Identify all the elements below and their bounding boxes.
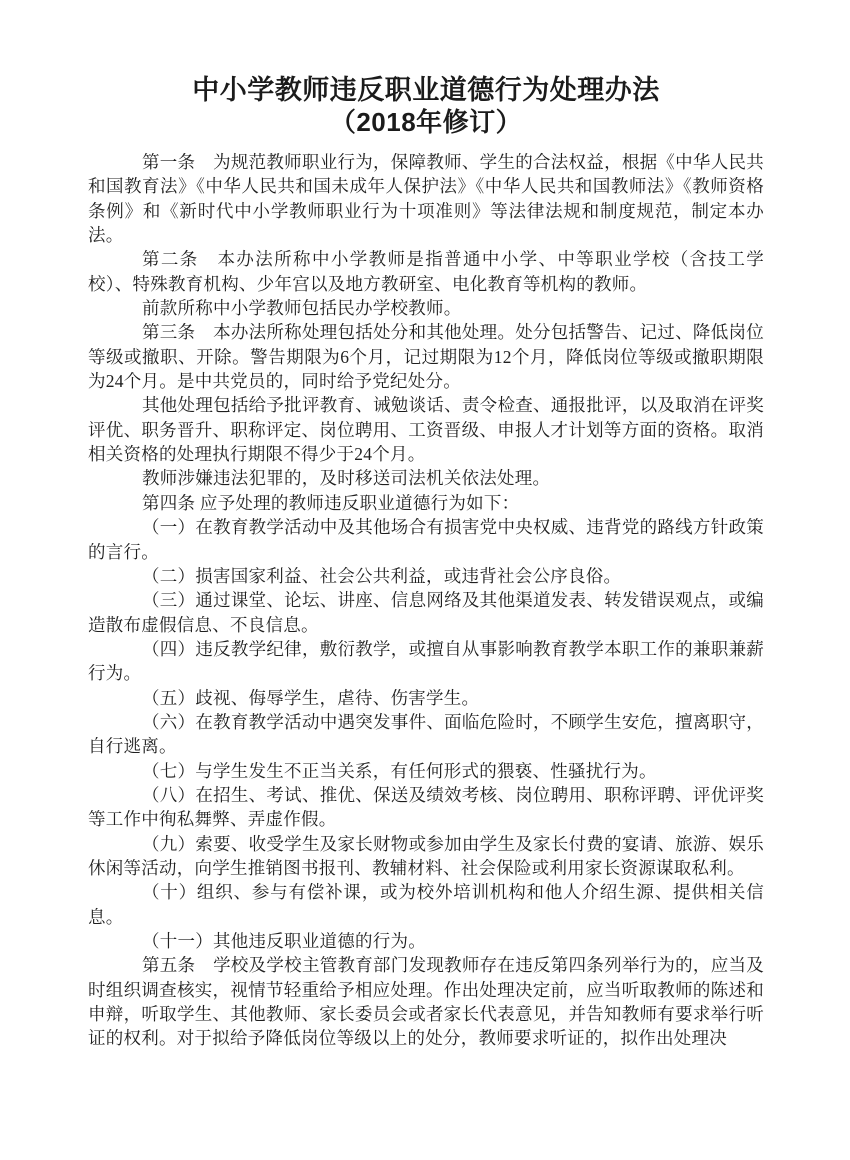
paragraph: （三）通过课堂、论坛、讲座、信息网络及其他渠道发表、转发错误观点，或编造散布虚假信息、不良信息。 — [88, 590, 764, 635]
paragraph: （一）在教育教学活动中及其他场合有损害党中央权威、违背党的路线方针政策的言行。 — [88, 517, 764, 562]
paragraph: 第二条 本办法所称中小学教师是指普通中小学、中等职业学校（含技工学校）、特殊教育机构、少年宫以及地方教研室、电化教育等机构的教师。 — [88, 249, 764, 294]
paragraph: （二）损害国家利益、社会公共利益，或违背社会公序良俗。 — [142, 565, 622, 586]
paragraph: （五）歧视、侮辱学生，虐待、伤害学生。 — [142, 687, 480, 708]
paragraph: （八）在招生、考试、推优、保送及绩效考核、岗位聘用、职称评聘、评优评奖等工作中徇私舞弊、弄虚作假。 — [88, 784, 764, 830]
paragraph: 第五条 学校及学校主管教育部门发现教师存在违反第四条列举行为的，应当及时组织调查核实，视情节轻重给予相应处理。作出处理决定前，应当听取教师的陈述和申辩，听取学生、其他教师、家长委员会或者家长代表意见，并告知教师有要求举行听证的权利。对于拟给予降低岗位等级以上的处分，教师要求听证的，拟作出处理决 — [88, 955, 764, 1049]
paragraph: （六）在教育教学活动中遇突发事件、面临危险时，不顾学生安危，擅离职守，自行逃离。 — [88, 711, 764, 757]
document-body — [88, 150, 764, 1051]
document-title: 中小学教师违反职业道德行为处理办法 — [192, 75, 660, 105]
paragraph: 前款所称中小学教师包括民办学校教师。 — [142, 298, 462, 319]
paragraph: 第三条 本办法所称处理包括处分和其他处理。处分包括警告、记过、降低岗位等级或撤职、开除。警告期限为6个月，记过期限为12个月，降低岗位等级或撤职期限为24个月。是中共党员的，同时给予党纪处分。 — [88, 322, 764, 392]
paragraph: 教师涉嫌违法犯罪的，及时移送司法机关依法处理。 — [142, 468, 551, 489]
paragraph: （九）索要、收受学生及家长财物或参加由学生及家长付费的宴请、旅游、娱乐休闲等活动，向学生推销图书报刊、教辅材料、社会保险或利用家长资源谋取私利。 — [88, 833, 764, 878]
document-content — [88, 74, 764, 1051]
paragraph: 其他处理包括给予批评教育、诫勉谈话、责令检查、通报批评，以及取消在评奖评优、职务晋升、职称评定、岗位聘用、工资晋级、申报人才计划等方面的资格。取消相关资格的处理执行期限不得少于24个月。 — [88, 395, 764, 465]
document-subtitle: （2018年修订） — [329, 107, 523, 137]
paragraph: （七）与学生发生不正当关系，有任何形式的猥亵、性骚扰行为。 — [142, 760, 657, 781]
paragraph: （十）组织、参与有偿补课，或为校外培训机构和他人介绍生源、提供相关信息。 — [88, 882, 764, 927]
paragraph: （十一）其他违反职业道德的行为。 — [142, 931, 426, 951]
paragraph: （四）违反教学纪律，敷衍教学，或擅自从事影响教育教学本职工作的兼职兼薪行为。 — [88, 638, 764, 684]
paragraph: 第四条 应予处理的教师违反职业道德行为如下： — [142, 492, 520, 513]
paragraph: 第一条 为规范教师职业行为，保障教师、学生的合法权益，根据《中华人民共和国教育法》《中华人民共和国未成年人保护法》《中华人民共和国教师法》《教师资格条例》和《新时代中小学教师职业行为十项准则》等法律法规和制度规范，制定本办法。 — [88, 152, 764, 246]
